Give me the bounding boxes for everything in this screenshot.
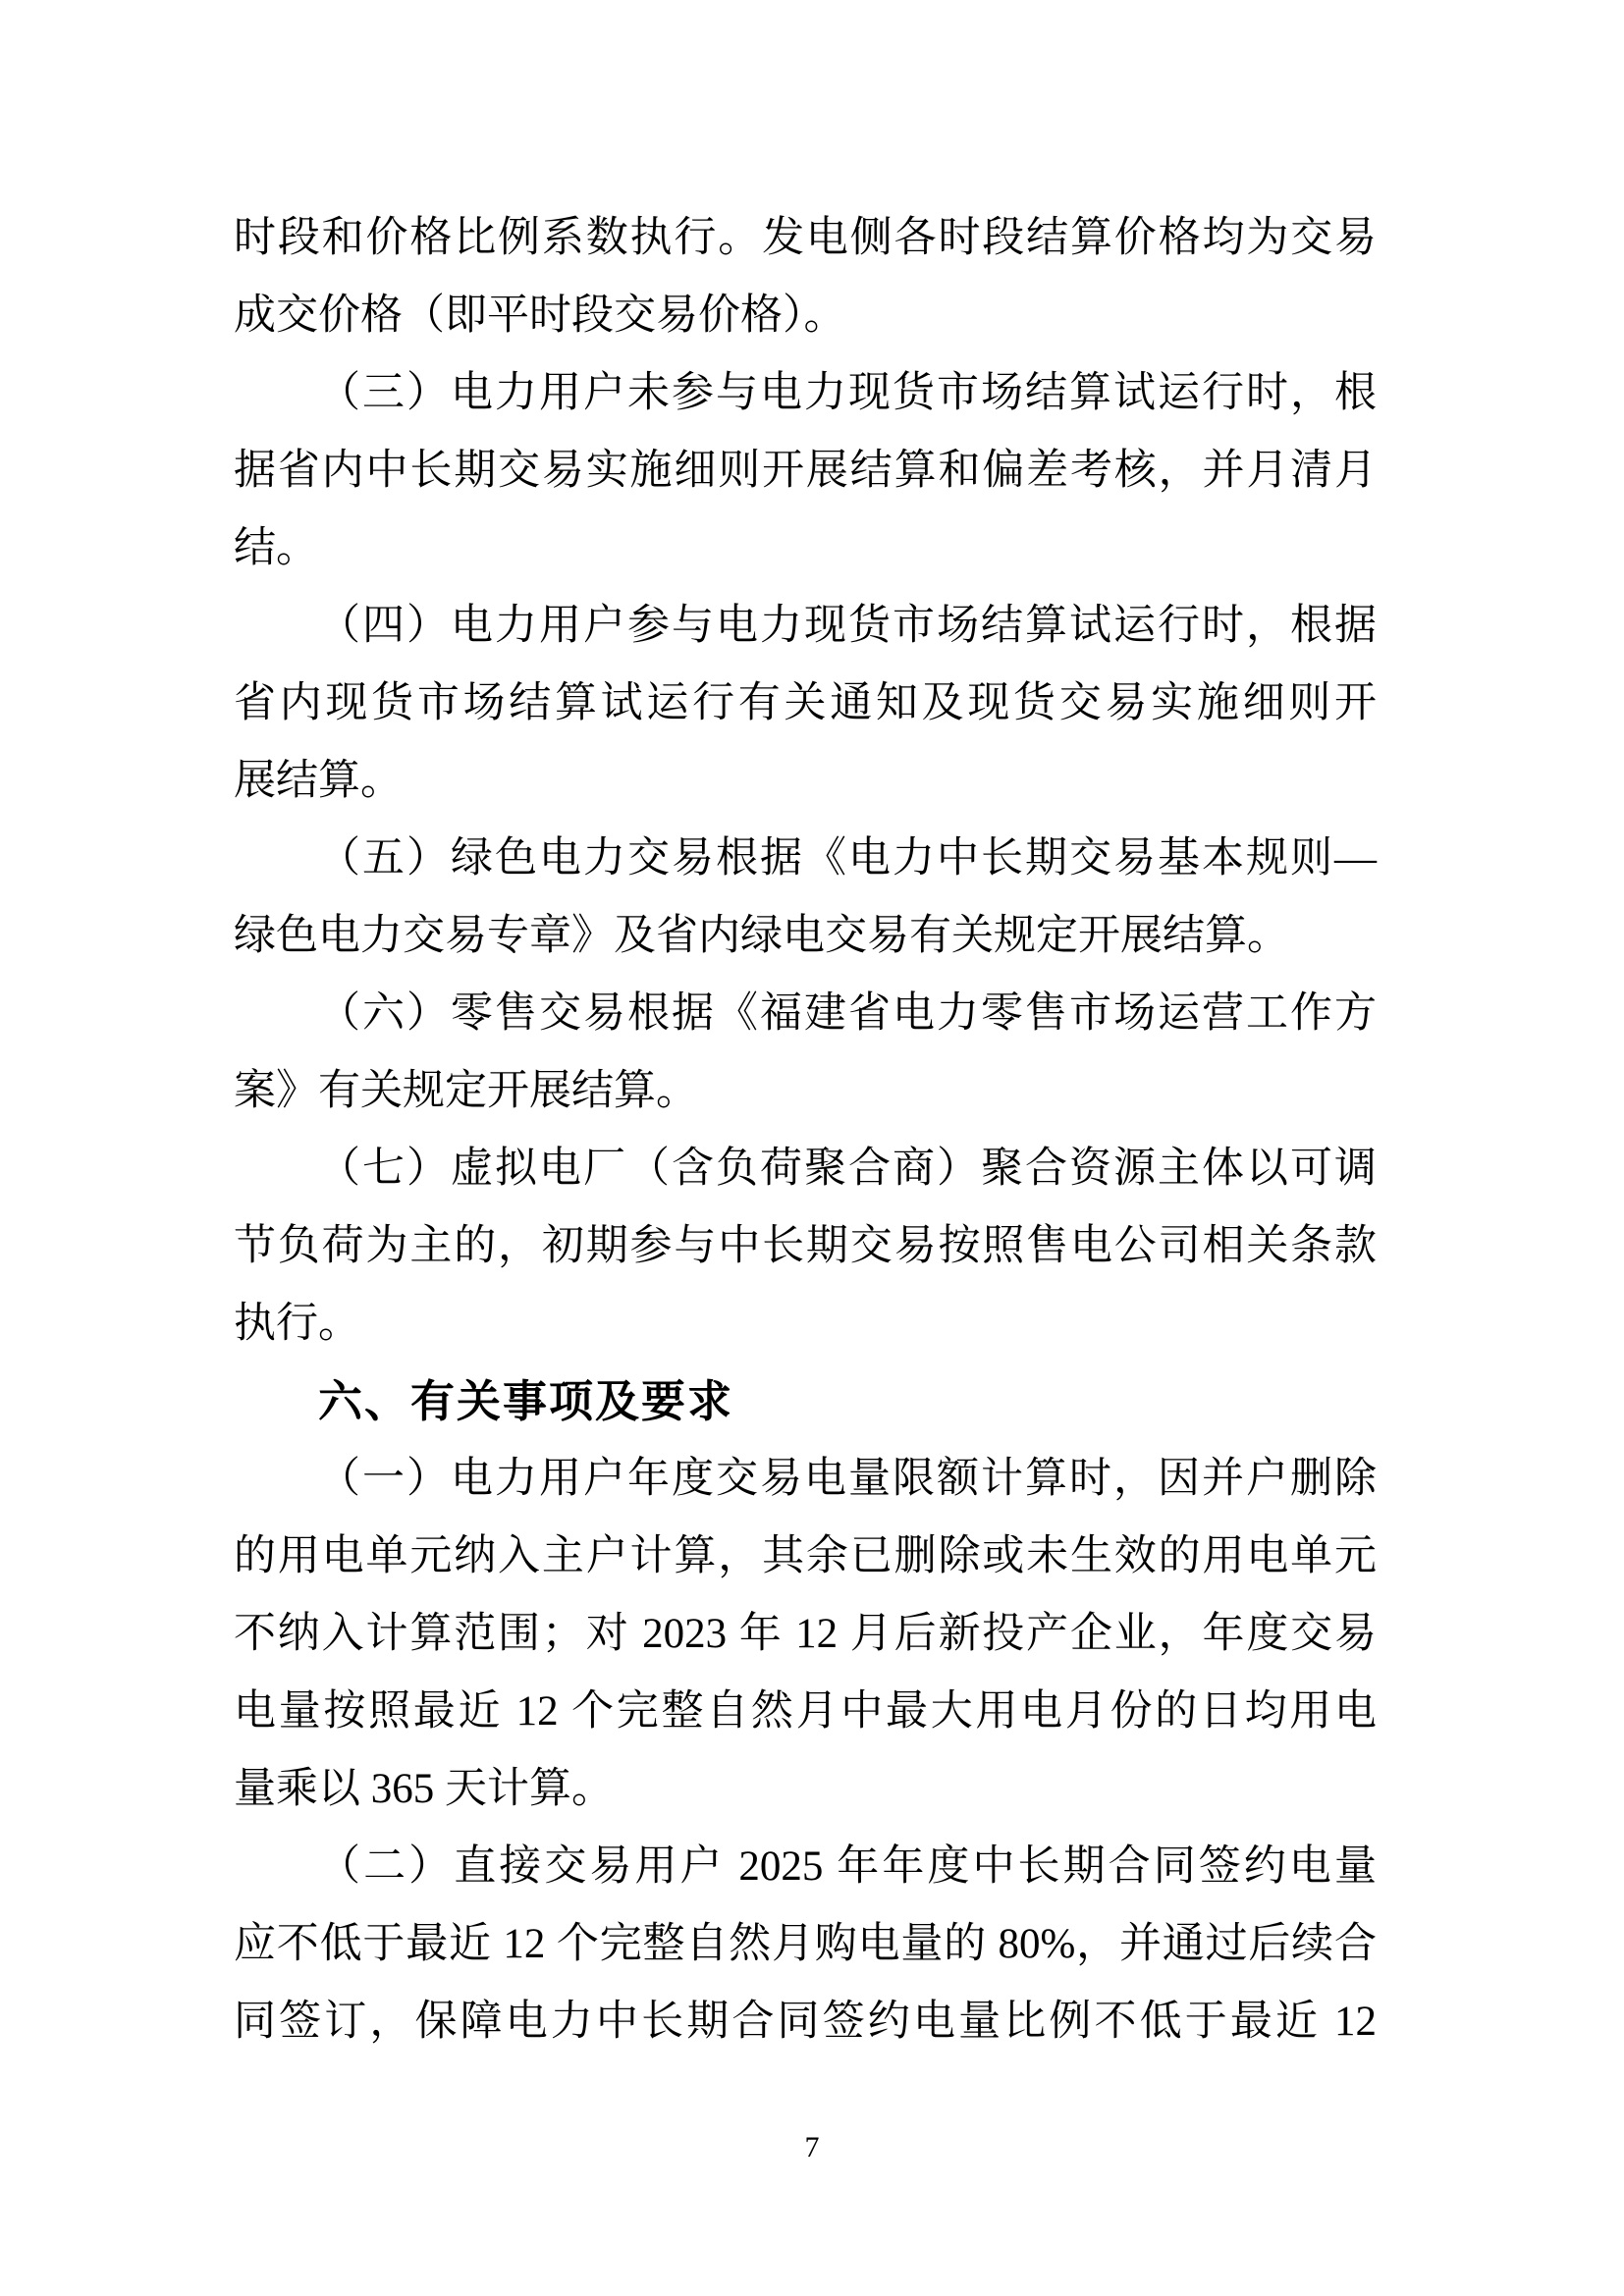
text-line: （四）电力用户参与电力现货市场结算试运行时，根据 xyxy=(318,603,1377,649)
text-line: （一）电力用户年度交易电量限额计算时，因并户删除 xyxy=(318,1456,1377,1502)
text-line: 电量按照最近 12 个完整自然月中最大用电月份的日均用电 xyxy=(234,1688,1377,1735)
section-heading: 六、有关事项及要求 xyxy=(318,1376,734,1426)
text-line: 不纳入计算范围；对 2023 年 12 月后新投产企业，年度交易 xyxy=(234,1611,1377,1657)
text-line: （三）电力用户未参与电力现货市场结算试运行时，根 xyxy=(318,370,1377,416)
text-line: 展结算。 xyxy=(234,758,403,804)
page-number: 7 xyxy=(804,2131,820,2163)
text-line: （五）绿色电力交易根据《电力中长期交易基本规则— xyxy=(318,835,1377,881)
text-line: 应不低于最近 12 个完整自然月购电量的 80%，并通过后续合 xyxy=(234,1921,1377,1967)
text-line: 绿色电力交易专章》及省内绿电交易有关规定开展结算。 xyxy=(234,913,1289,959)
text-line: 据省内中长期交易实施细则开展结算和偏差考核，并月清月 xyxy=(234,448,1377,494)
text-line: 案》有关规定开展结算。 xyxy=(234,1068,698,1114)
text-line: （二）直接交易用户 2025 年年度中长期合同签约电量 xyxy=(318,1843,1377,1890)
document-body xyxy=(234,199,1377,2060)
text-line: （七）虚拟电厂（含负荷聚合商）聚合资源主体以可调 xyxy=(318,1146,1377,1192)
text-line: 结。 xyxy=(234,525,318,571)
text-line: 同签订，保障电力中长期合同签约电量比例不低于最近 12 xyxy=(234,1999,1377,2045)
text-line: 执行。 xyxy=(234,1301,360,1347)
text-line: （六）零售交易根据《福建省电力零售市场运营工作方 xyxy=(318,990,1377,1037)
text-line: 量乘以 365 天计算。 xyxy=(234,1766,614,1812)
page-footer xyxy=(0,2128,1624,2167)
text-line: 成交价格（即平时段交易价格）。 xyxy=(234,293,846,339)
text-line: 的用电单元纳入主户计算，其余已删除或未生效的用电单元 xyxy=(234,1533,1377,1579)
text-line: 省内现货市场结算试运行有关通知及现货交易实施细则开 xyxy=(234,680,1377,726)
text-line: 时段和价格比例系数执行。发电侧各时段结算价格均为交易 xyxy=(234,215,1377,261)
text-line: 节负荷为主的，初期参与中长期交易按照售电公司相关条款 xyxy=(234,1223,1377,1269)
